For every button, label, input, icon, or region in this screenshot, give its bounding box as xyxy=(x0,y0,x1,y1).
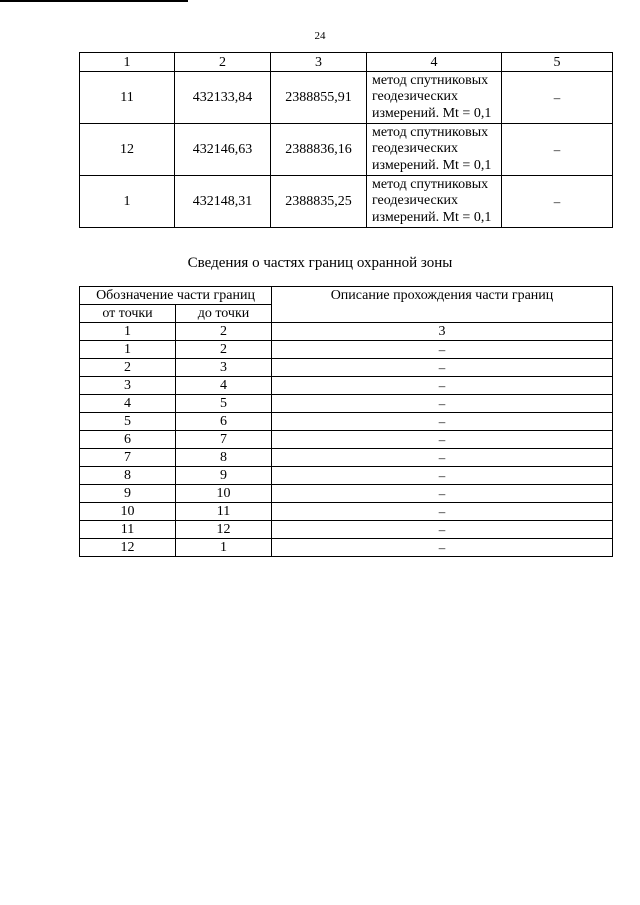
table-row xyxy=(80,485,613,503)
method-line: геодезических xyxy=(372,193,459,209)
from-point: 11 xyxy=(80,521,176,539)
description-cell: – xyxy=(272,485,613,503)
table-row xyxy=(80,124,613,176)
to-point: 9 xyxy=(176,467,272,485)
from-point: 9 xyxy=(80,485,176,503)
table-row xyxy=(80,377,613,395)
description-cell: – xyxy=(272,395,613,413)
table-row xyxy=(80,539,613,557)
to-point: 2 xyxy=(176,341,272,359)
header-cell: 5 xyxy=(502,53,613,72)
to-point: 4 xyxy=(176,377,272,395)
to-point: 10 xyxy=(176,485,272,503)
numbering-cell: 1 xyxy=(80,323,176,341)
from-point: 3 xyxy=(80,377,176,395)
description-cell: – xyxy=(272,341,613,359)
to-point: 6 xyxy=(176,413,272,431)
description-cell: – xyxy=(272,377,613,395)
header-cell: 1 xyxy=(80,53,175,72)
table-row xyxy=(80,413,613,431)
coordinates-table xyxy=(79,52,613,228)
point-number: 1 xyxy=(80,176,175,228)
table-row xyxy=(80,449,613,467)
method-line: геодезических xyxy=(372,141,459,157)
description-cell: – xyxy=(272,539,613,557)
description-cell: – xyxy=(272,521,613,539)
description-cell: – xyxy=(272,449,613,467)
method-cell xyxy=(367,176,502,228)
method-cell xyxy=(367,124,502,176)
header-cell: 3 xyxy=(271,53,367,72)
from-point: 1 xyxy=(80,341,176,359)
description-cell: – xyxy=(502,124,613,176)
header-cell: 4 xyxy=(367,53,502,72)
header-cell: 2 xyxy=(175,53,271,72)
y-coordinate: 2388836,16 xyxy=(271,124,367,176)
from-point: 2 xyxy=(80,359,176,377)
table-row xyxy=(80,467,613,485)
method-line: метод спутниковых xyxy=(372,176,489,192)
description-cell: – xyxy=(272,467,613,485)
description-cell: – xyxy=(272,503,613,521)
to-point: 5 xyxy=(176,395,272,413)
method-line: измерений. Mt = 0,1 xyxy=(372,105,492,121)
from-point: 10 xyxy=(80,503,176,521)
x-coordinate: 432148,31 xyxy=(175,176,271,228)
method-cell xyxy=(367,72,502,124)
method-line: метод спутниковых xyxy=(372,124,489,140)
table-row xyxy=(80,521,613,539)
from-point: 7 xyxy=(80,449,176,467)
header-to-cell: до точки xyxy=(176,305,272,323)
point-number: 12 xyxy=(80,124,175,176)
page-number: 24 xyxy=(314,30,326,42)
description-cell: – xyxy=(502,72,613,124)
point-number: 11 xyxy=(80,72,175,124)
description-cell: – xyxy=(272,431,613,449)
numbering-cell: 3 xyxy=(272,323,613,341)
table-row xyxy=(80,359,613,377)
table-row xyxy=(80,72,613,124)
x-coordinate: 432146,63 xyxy=(175,124,271,176)
method-line: геодезических xyxy=(372,89,459,105)
method-line: метод спутниковых xyxy=(372,72,489,88)
from-point: 8 xyxy=(80,467,176,485)
header-description-cell: Описание прохождения части границ xyxy=(272,287,613,323)
header-group-cell: Обозначение части границ xyxy=(80,287,272,305)
x-coordinate: 432133,84 xyxy=(175,72,271,124)
table-row xyxy=(80,503,613,521)
section-title: Сведения о частях границ охранной зоны xyxy=(187,255,453,271)
top-rule xyxy=(0,0,188,2)
table-row xyxy=(80,431,613,449)
description-cell: – xyxy=(272,359,613,377)
parts-header-row xyxy=(80,287,613,305)
to-point: 11 xyxy=(176,503,272,521)
table-row xyxy=(80,341,613,359)
numbering-row xyxy=(80,323,613,341)
to-point: 7 xyxy=(176,431,272,449)
header-from-cell: от точки xyxy=(80,305,176,323)
y-coordinate: 2388835,25 xyxy=(271,176,367,228)
method-line: измерений. Mt = 0,1 xyxy=(372,157,492,173)
boundary-parts-table xyxy=(79,286,613,557)
to-point: 1 xyxy=(176,539,272,557)
coordinates-header-row xyxy=(80,53,613,72)
numbering-cell: 2 xyxy=(176,323,272,341)
to-point: 8 xyxy=(176,449,272,467)
to-point: 12 xyxy=(176,521,272,539)
description-cell: – xyxy=(502,176,613,228)
from-point: 6 xyxy=(80,431,176,449)
description-cell: – xyxy=(272,413,613,431)
from-point: 5 xyxy=(80,413,176,431)
y-coordinate: 2388855,91 xyxy=(271,72,367,124)
table-row xyxy=(80,176,613,228)
method-line: измерений. Mt = 0,1 xyxy=(372,209,492,225)
table-row xyxy=(80,395,613,413)
from-point: 4 xyxy=(80,395,176,413)
from-point: 12 xyxy=(80,539,176,557)
to-point: 3 xyxy=(176,359,272,377)
